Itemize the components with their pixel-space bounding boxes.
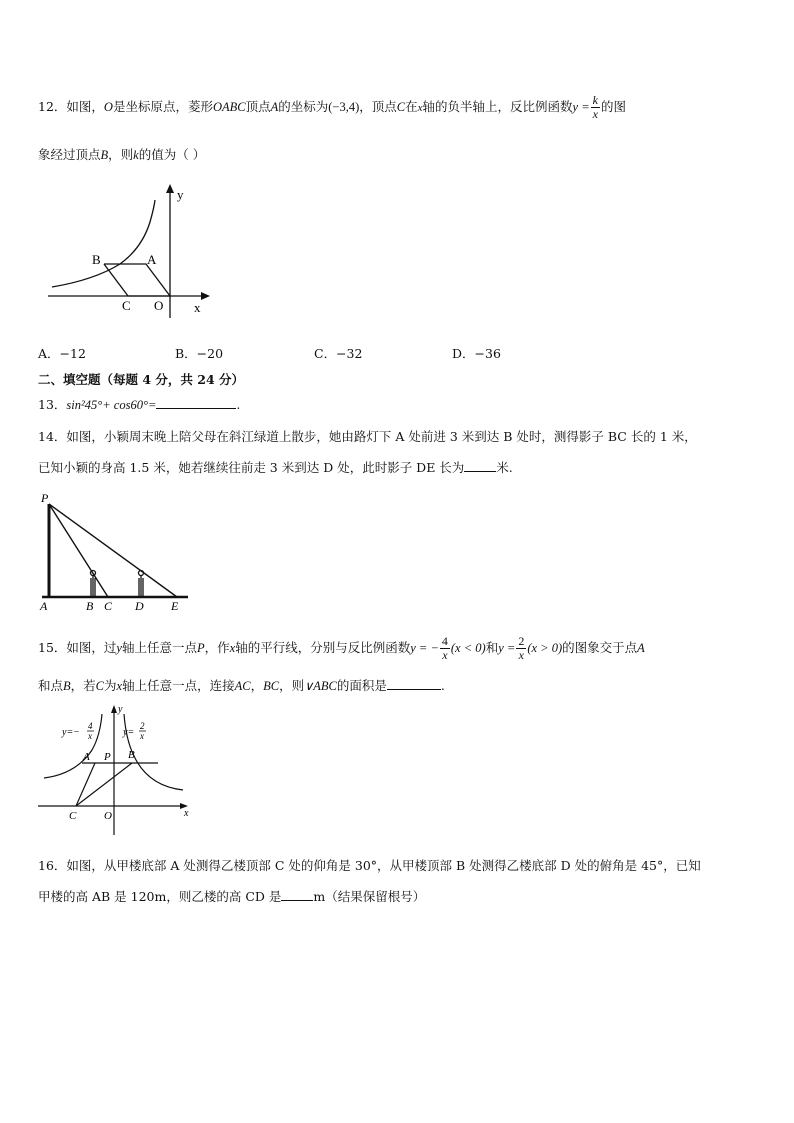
answer-blank[interactable] [281,888,313,901]
var-C: C [95,679,105,693]
q12-text: 的图 [600,99,626,114]
q14-text: 米. [496,460,513,475]
label-A: A [40,599,48,613]
label-x: x [184,808,189,819]
q13-end: . [236,397,241,412]
q14-line1: 14．如图，小颖周末晚上陪父母在斜江绿道上散步，她由路灯下 A 处前进 3 米到达 B 处时，测得影子 BC 长的 1 米， [38,429,697,444]
q12-figure [44,180,219,320]
q15-text: ，若 [70,678,96,693]
rhombus-OABC [104,264,170,296]
q16-text: m（结果保留根号） [313,889,426,904]
q15-text: 的图象交于点 [562,640,638,655]
q15-text: 和 [485,640,499,655]
label-C: C [122,298,131,313]
hyperbola-curve [52,200,155,287]
var-B: B [63,679,71,693]
label-B: B [92,252,101,267]
label-f2-den: x [140,731,144,741]
label-f1-num: 4 [88,721,93,731]
q12-text: 顶点 [245,99,271,114]
q12-text: 在 [405,99,418,114]
var-A: A [270,100,279,114]
q13-number: 13． [38,397,67,412]
q14-figure [36,490,196,615]
var-O: O [103,100,113,114]
q15-text: 为 [104,678,117,693]
label-y: y [118,704,123,715]
option-c[interactable]: C．−32 [314,346,363,361]
label-D: D [135,599,144,613]
label-O: O [154,298,164,313]
fraction-2-over-x [516,635,526,661]
coord-value: (−3,4) [328,100,360,114]
var-x: x [116,679,123,693]
section-title: 二、填空题（每题 4 分，共 24 分） [38,372,245,387]
answer-blank[interactable] [387,677,441,690]
label-A: A [83,751,90,763]
q15-text: 和点 [38,678,64,693]
q12-text: 的坐标为 [278,99,329,114]
q12-line2 [38,145,205,163]
q15-line1 [38,633,645,663]
formula-1: y = − [410,641,439,655]
option-b[interactable]: B．−20 [175,346,224,361]
q15-text: ，则 [279,678,305,693]
x-axis-arrow [201,292,210,300]
var-x: x [417,102,423,114]
q15-line2 [38,676,445,694]
var-A: A [637,641,645,655]
q15-text: 15．如图，过 [38,640,117,655]
q16-line2 [38,887,425,905]
formula-y: y = [572,100,590,114]
q12-text: ，则 [108,147,134,162]
var-B: B [100,148,109,162]
q14-line2 [38,458,513,476]
q14-text: 已知小颖的身高 1.5 米，她若继续往前走 3 米到达 D 处，此时影子 DE 长为 [38,460,465,475]
q15-text: 轴上任意一点 [121,640,197,655]
frac-den: x [592,107,598,121]
label-x: x [194,300,201,315]
label-B: B [128,749,135,761]
q13-expression: sin²45°+ cos60°= [66,398,157,412]
light-ray-2 [49,504,177,597]
var-C: C [396,100,406,114]
label-f2: y= [123,727,135,738]
frac-den: x [518,648,524,662]
label-f2-num: 2 [140,721,145,731]
answer-blank[interactable] [464,459,496,472]
var-x: x [229,641,236,655]
q15-figure [38,700,198,840]
option-d[interactable]: D．−36 [452,346,501,361]
condition-2: (x > 0) [527,641,563,655]
label-f1-den: x [88,731,92,741]
q12-text: 轴的负半轴上，反比例函数 [422,99,573,114]
formula-2: y = [498,641,516,655]
q16-line1: 16．如图，从甲楼底部 A 处测得乙楼顶部 C 处的仰角是 30°，从甲楼顶部 B 处测得乙楼底部 D 处的俯角是 45°，已知 [38,858,701,873]
q13-line [38,395,240,413]
option-a[interactable]: A．−12 [38,346,86,361]
light-ray-1 [49,504,108,597]
var-P: P [196,641,205,655]
y-axis-arrow [166,184,174,193]
label-E: E [171,599,179,613]
hyperbola-left [44,714,102,778]
label-f1: y=− [62,727,80,738]
q15-text: 轴上任意一点，连接 [122,678,235,693]
label-P: P [104,751,111,763]
q15-text: ，作 [204,640,230,655]
q12-text: 12．如图， [38,99,104,114]
frac-num: k [592,93,598,108]
var-BC: BC [263,679,280,693]
q16-text: 甲楼的高 AB 是 120m，则乙楼的高 CD 是 [38,889,282,904]
segment-AC [76,763,95,806]
frac-num: 4 [441,634,448,649]
label-B: B [86,599,94,613]
label-P: P [41,491,49,505]
frac-den: x [442,648,448,662]
person-at-D [139,571,144,598]
frac-num: 2 [518,634,525,649]
fraction-4-over-x [440,635,450,661]
fraction-k-over-x [591,94,600,120]
answer-blank[interactable] [156,396,236,409]
segment-BC [76,763,132,806]
var-y: y [116,641,122,655]
label-C: C [104,599,113,613]
label-O: O [104,810,112,822]
q12-text: 是坐标原点，菱形 [112,99,213,114]
q12-text: ，顶点 [359,99,397,114]
label-C: C [69,810,77,822]
label-y: y [177,187,184,202]
q12-text: 的值为（ ） [138,147,206,162]
q12-text: 象经过顶点 [38,147,101,162]
var-AC: AC [234,679,251,693]
q15-text: ， [250,678,264,693]
label-A: A [147,252,157,267]
triangle-ABC: ∨ABC [304,679,337,693]
var-k: k [133,148,139,162]
y-axis-arrow [111,705,117,713]
q15-text: . [440,678,445,693]
condition-1: (x < 0) [450,641,486,655]
q12-line1 [38,92,626,122]
var-OABC: OABC [212,100,246,114]
q15-text: 轴的平行线，分别与反比例函数 [235,640,411,655]
q15-text: 的面积是 [336,678,387,693]
